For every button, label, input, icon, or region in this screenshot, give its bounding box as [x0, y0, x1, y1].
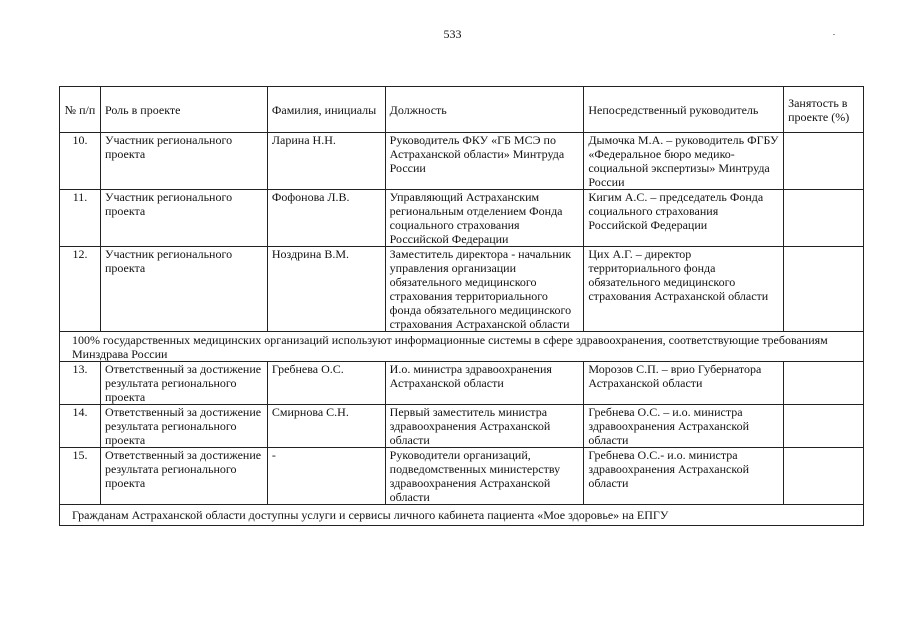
row-role: Участник регионального проекта	[100, 190, 267, 247]
row-position: Руководители организаций, подведомственных министерству здравоохранения Астраханской области	[385, 448, 584, 505]
row-role: Участник регионального проекта	[100, 247, 267, 332]
header-position: Должность	[385, 87, 584, 133]
row-supervisor: Кигим А.С. – председатель Фонда социального страхования Российской Федерации	[584, 190, 784, 247]
table-row	[60, 247, 864, 332]
section-title: Гражданам Астраханской области доступны услуги и сервисы личного кабинета пациента «Мое здоровье» на ЕПГУ	[60, 505, 864, 526]
header-supervisor: Непосредственный руководитель	[584, 87, 784, 133]
row-position: И.о. министра здравоохранения Астраханской области	[385, 362, 584, 405]
header-role: Роль в проекте	[100, 87, 267, 133]
row-name: Смирнова С.Н.	[267, 405, 385, 448]
header-num: № п/п	[60, 87, 101, 133]
table-row	[60, 448, 864, 505]
row-position: Первый заместитель министра здравоохранения Астраханской области	[385, 405, 584, 448]
table-row	[60, 190, 864, 247]
row-name: Фофонова Л.В.	[267, 190, 385, 247]
row-num: 13.	[60, 362, 101, 405]
table-row	[60, 362, 864, 405]
row-name: -	[267, 448, 385, 505]
table-group-2	[60, 362, 864, 505]
row-num: 12.	[60, 247, 101, 332]
row-load	[784, 448, 864, 505]
row-position: Управляющий Астраханским региональным отделением Фонда социального страхования Российской Федерации	[385, 190, 584, 247]
row-supervisor: Цих А.Г. – директор территориального фонда обязательного медицинского страхования Астраханской области	[584, 247, 784, 332]
project-roles-table	[59, 86, 864, 526]
section-row	[60, 505, 864, 526]
section-title: 100% государственных медицинских организаций используют информационные системы в сфере здравоохранения, соответствующие требованиям Минздрава России	[60, 332, 864, 362]
row-supervisor: Гребнева О.С.- и.о. министра здравоохранения Астраханской области	[584, 448, 784, 505]
row-load	[784, 190, 864, 247]
row-position: Заместитель директора - начальник управления организации обязательного медицинского страхования территориального фонда обязательного медицинского страхования Астраханской области	[385, 247, 584, 332]
row-num: 11.	[60, 190, 101, 247]
row-load	[784, 362, 864, 405]
header-name: Фамилия, инициалы	[267, 87, 385, 133]
row-name: Гребнева О.С.	[267, 362, 385, 405]
row-load	[784, 247, 864, 332]
row-supervisor: Морозов С.П. – врио Губернатора Астраханской области	[584, 362, 784, 405]
row-name: Ноздрина В.М.	[267, 247, 385, 332]
row-num: 14.	[60, 405, 101, 448]
row-role: Участник регионального проекта	[100, 133, 267, 190]
table-group-1	[60, 133, 864, 332]
table-header-row	[60, 87, 864, 133]
row-load	[784, 133, 864, 190]
row-role: Ответственный за достижение результата регионального проекта	[100, 448, 267, 505]
row-position: Руководитель ФКУ «ГБ МСЭ по Астраханской области» Минтруда России	[385, 133, 584, 190]
table-row	[60, 133, 864, 190]
page-number: 533	[443, 27, 462, 41]
header-load: Занятость в проекте (%)	[784, 87, 864, 133]
section-row	[60, 332, 864, 362]
table-row	[60, 405, 864, 448]
row-load	[784, 405, 864, 448]
scan-speck	[833, 34, 835, 35]
row-num: 15.	[60, 448, 101, 505]
row-name: Ларина Н.Н.	[267, 133, 385, 190]
row-role: Ответственный за достижение результата регионального проекта	[100, 405, 267, 448]
row-supervisor: Гребнева О.С. – и.о. министра здравоохранения Астраханской области	[584, 405, 784, 448]
row-supervisor: Дымочка М.А. – руководитель ФГБУ «Федеральное бюро медико-социальной экспертизы» Минтруда России	[584, 133, 784, 190]
row-num: 10.	[60, 133, 101, 190]
row-role: Ответственный за достижение результата регионального проекта	[100, 362, 267, 405]
